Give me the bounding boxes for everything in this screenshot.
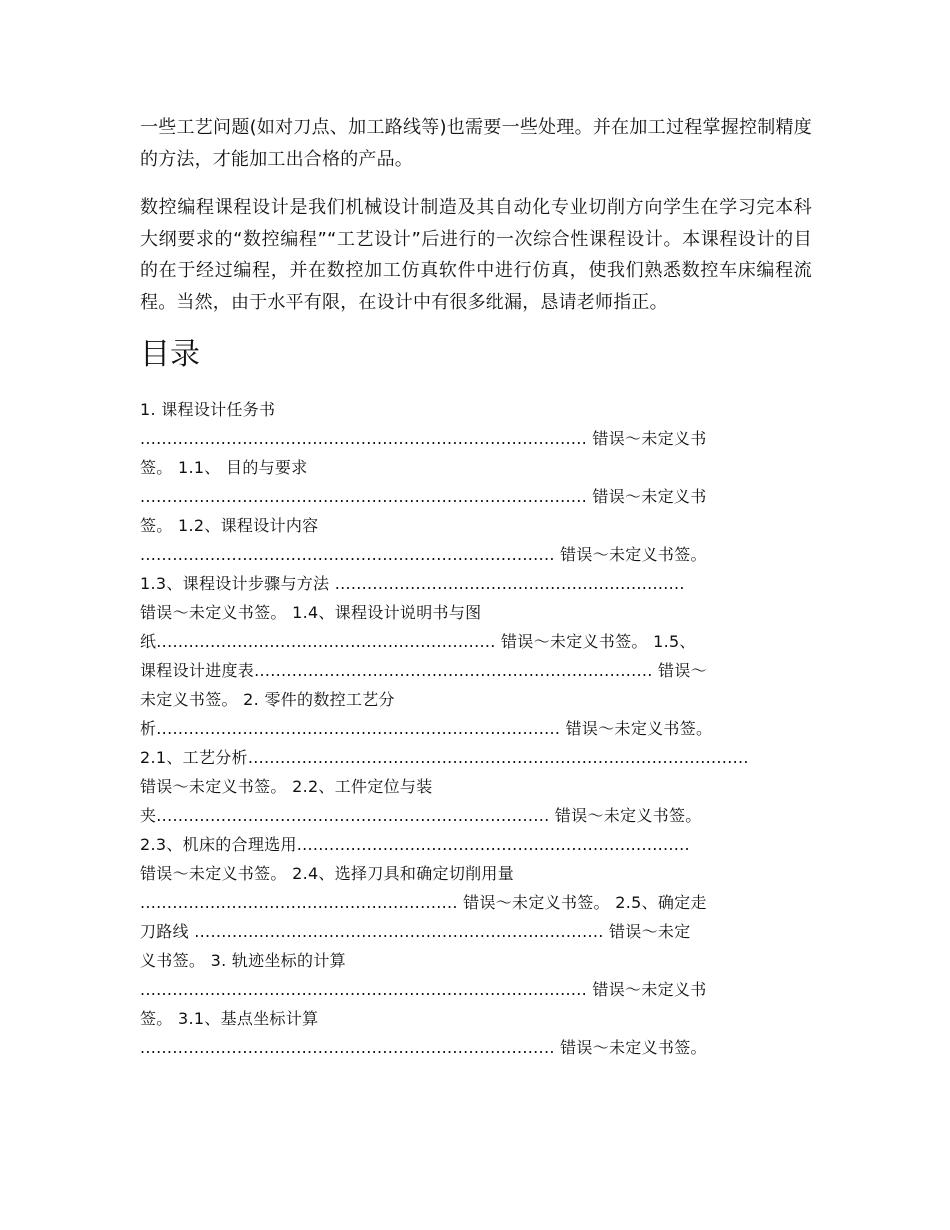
toc-line: ............................................................................. 错误～未定义书签。 bbox=[140, 545, 707, 564]
toc-line: 纸............................................................... 错误～未定义书签。 1.5、 bbox=[140, 632, 696, 651]
toc-line: 析........................................................................... 错误～未定义书签。 bbox=[140, 719, 713, 738]
toc-line: ................................................................................... 错误～未定义书 bbox=[140, 487, 707, 506]
table-of-contents bbox=[140, 395, 812, 1062]
toc-line: 签。 3.1、基点坐标计算 bbox=[140, 1009, 319, 1028]
toc-line: 未定义书签。 2. 零件的数控工艺分 bbox=[140, 690, 395, 709]
toc-line: 错误～未定义书签。 1.4、课程设计说明书与图 bbox=[140, 603, 482, 622]
intro-paragraph-1: 一些工艺问题(如对刀点、加工路线等)也需要一些处理。并在加工过程掌握控制精度的方法，才能加工出合格的产品。 bbox=[140, 117, 812, 170]
toc-line: 课程设计进度表.......................................................................... 错误～ bbox=[140, 661, 707, 680]
document-page bbox=[140, 112, 812, 1062]
toc-line: ........................................................... 错误～未定义书签。 2.5、确定走 bbox=[140, 893, 707, 912]
toc-line: 义书签。 3. 轨迹坐标的计算 bbox=[140, 951, 346, 970]
toc-line: 错误～未定义书签。 2.4、选择刀具和确定切削用量 bbox=[140, 864, 515, 883]
toc-line: ............................................................................. 错误～未定义书签。 bbox=[140, 1038, 707, 1057]
toc-line: 夹......................................................................... 错误～未定义书签。 bbox=[140, 806, 702, 825]
toc-heading: 目录 bbox=[140, 337, 200, 372]
intro-paragraph-2: 数控编程课程设计是我们机械设计制造及其自动化专业切削方向学生在学习完本科大纲要求的“数控编程”“工艺设计”后进行的一次综合性课程设计。本课程设计的目的在于经过编程，并在数控加工仿真软件中进行仿真，使我们熟悉数控车床编程流程。当然，由于水平有限，在设计中有很多纰漏，恳请老师指正。 bbox=[140, 197, 812, 313]
toc-line: 2.1、工艺分析............................................................................................. bbox=[140, 748, 749, 767]
toc-line: 签。 1.1、 目的与要求 bbox=[140, 458, 308, 477]
toc-line: ................................................................................... 错误～未定义书 bbox=[140, 980, 707, 999]
toc-line: 1. 课程设计任务书 bbox=[140, 400, 276, 419]
toc-line: 2.3、机床的合理选用......................................................................... bbox=[140, 835, 690, 854]
toc-line: 错误～未定义书签。 2.2、工件定位与装 bbox=[140, 777, 433, 796]
toc-line: 刀路线 ............................................................................ 错误～未定 bbox=[140, 922, 691, 941]
toc-line: 签。 1.2、课程设计内容 bbox=[140, 516, 319, 535]
toc-line: ................................................................................... 错误～未定义书 bbox=[140, 429, 707, 448]
toc-line: 1.3、课程设计步骤与方法 ................................................................. bbox=[140, 574, 685, 593]
